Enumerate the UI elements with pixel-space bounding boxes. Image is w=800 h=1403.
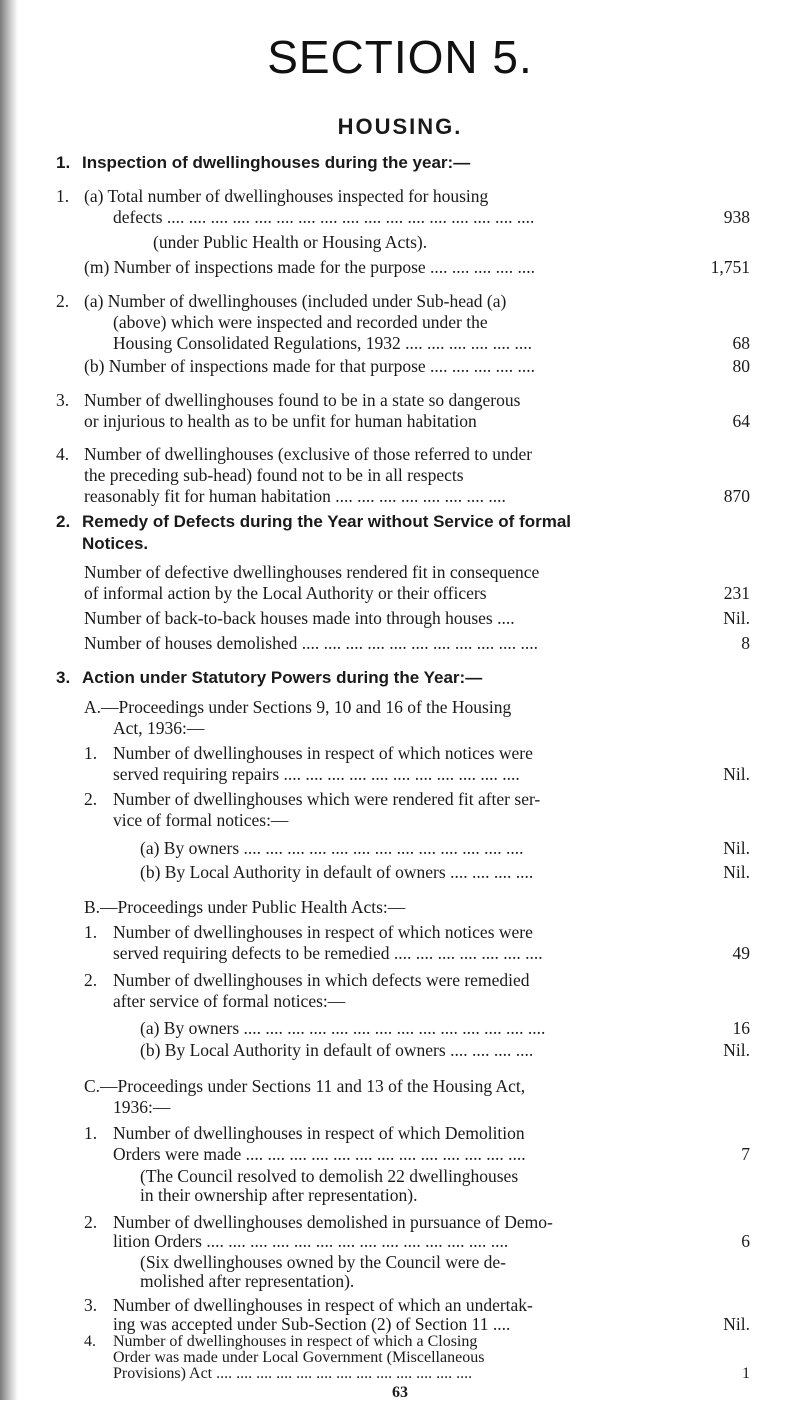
item-1a-line2: defects .... .... .... .... .... .... .... .... .... .... .... .... .... .... .... .... .... [113, 207, 535, 227]
part3-heading-text: Action under Statutory Powers during the Year:— [82, 668, 483, 687]
item-1m-value: 1,751 [710, 257, 750, 277]
b-item-2a-line: (a) By owners .... .... .... .... .... .... .... .... .... .... .... .... .... .... [140, 1018, 546, 1038]
c-item-3-number: 3. [84, 1295, 98, 1315]
page-number: 63 [392, 1384, 408, 1401]
item-2a-line2: (above) which were inspected and recorded under the [113, 312, 488, 332]
item-2-number: 2. [56, 291, 70, 311]
b-item-2-line1: Number of dwellinghouses in which defects were remedied [113, 970, 530, 990]
item-2a-value: 68 [732, 333, 750, 353]
item-4-line3: reasonably fit for human habitation .... .... .... .... .... .... .... .... [84, 486, 506, 506]
item-2a-line3: Housing Consolidated Regulations, 1932 .... .... .... .... .... .... [113, 333, 533, 353]
item-4-number: 4. [56, 444, 70, 464]
a-item-2a-line: (a) By owners .... .... .... .... .... .... .... .... .... .... .... .... .... [140, 838, 524, 858]
section-a-line1: A.—Proceedings under Sections 9, 10 and 16 of the Housing [84, 697, 512, 717]
b-item-2-number: 2. [84, 970, 98, 990]
c-item-4-value: 1 [742, 1365, 750, 1382]
c-item-4-line3: Provisions) Act .... .... .... .... .... .... .... .... .... .... .... .... .... [113, 1365, 473, 1382]
c-item-2-value: 6 [741, 1231, 750, 1251]
part1-number: 1. [56, 153, 71, 172]
c-item-4-line2: Order was made under Local Government (Miscellaneous [113, 1349, 485, 1366]
part2-number: 2. [56, 512, 71, 531]
b-item-2b-line: (b) By Local Authority in default of owners .... .... .... .... [140, 1040, 534, 1060]
page-subtitle: HOUSING. [337, 114, 463, 139]
item-4-value: 870 [723, 486, 750, 506]
b-item-1-line2: served requiring defects to be remedied .... .... .... .... .... .... .... [113, 943, 543, 963]
c-item-4-number: 4. [84, 1333, 96, 1350]
item-1m-line: (m) Number of inspections made for the purpose .... .... .... .... .... [84, 257, 536, 277]
b-item-1-number: 1. [84, 922, 98, 942]
c-item-2-note1: (Six dwellinghouses owned by the Council were de- [140, 1252, 506, 1272]
item-1a-line3: (under Public Health or Housing Acts). [153, 232, 428, 252]
c-item-2-note2: molished after representation). [140, 1271, 355, 1291]
b-item-2b-value: Nil. [723, 1040, 750, 1060]
c-item-2-line2: lition Orders .... .... .... .... .... .... .... .... .... .... .... .... .... .... [113, 1231, 509, 1251]
part2-heading-line1: Remedy of Defects during the Year without Service of formal [82, 512, 572, 531]
item-3-number: 3. [56, 390, 70, 410]
a-item-2a-value: Nil. [723, 838, 750, 858]
c-item-1-note2: in their ownership after representation). [140, 1185, 418, 1205]
c-item-3-value: Nil. [723, 1314, 750, 1334]
c-item-1-value: 7 [741, 1144, 750, 1164]
remedy-3-line: Number of houses demolished .... .... .... .... .... .... .... .... .... .... .... [84, 633, 538, 653]
section-c-line2: 1936:— [113, 1097, 171, 1117]
section-a-line2: Act, 1936:— [113, 718, 205, 738]
c-item-2-number: 2. [84, 1212, 98, 1232]
a-item-2-line1: Number of dwellinghouses which were rendered fit after ser- [113, 789, 541, 809]
b-item-1-line1: Number of dwellinghouses in respect of which notices were [113, 922, 533, 942]
remedy-3-value: 8 [741, 633, 750, 653]
a-item-1-line2: served requiring repairs .... .... .... .... .... .... .... .... .... .... .... [113, 764, 520, 784]
item-1a-value: 938 [723, 207, 750, 227]
remedy-2-line: Number of back-to-back houses made into through houses .... [84, 608, 515, 628]
a-item-1-number: 1. [84, 743, 98, 763]
c-item-4-line1: Number of dwellinghouses in respect of which a Closing [113, 1333, 478, 1350]
b-item-2a-value: 16 [732, 1018, 750, 1038]
a-item-2b-value: Nil. [723, 862, 750, 882]
c-item-3-line1: Number of dwellinghouses in respect of which an undertak- [113, 1295, 533, 1315]
item-1a-line1: (a) Total number of dwellinghouses inspected for housing [84, 186, 489, 206]
c-item-1-note1: (The Council resolved to demolish 22 dwellinghouses [140, 1166, 519, 1186]
remedy-1-value: 231 [723, 583, 750, 603]
a-item-2b-line: (b) By Local Authority in default of owners .... .... .... .... [140, 862, 534, 882]
a-item-1-value: Nil. [723, 764, 750, 784]
remedy-1-line1: Number of defective dwellinghouses rendered fit in consequence [84, 562, 540, 582]
c-item-1-line1: Number of dwellinghouses in respect of which Demolition [113, 1123, 525, 1143]
part1-heading-text: Inspection of dwellinghouses during the year:— [82, 153, 471, 172]
part3-number: 3. [56, 668, 71, 687]
item-1-number: 1. [56, 186, 70, 206]
item-3-value: 64 [732, 411, 750, 431]
b-item-2-line2: after service of formal notices:— [113, 991, 346, 1011]
c-item-1-number: 1. [84, 1123, 98, 1143]
item-4-line1: Number of dwellinghouses (exclusive of those referred to under [84, 444, 533, 464]
item-3-line2: or injurious to health as to be unfit for human habitation [84, 411, 477, 431]
item-2a-line1: (a) Number of dwellinghouses (included under Sub-head (a) [84, 291, 507, 311]
a-item-2-number: 2. [84, 789, 98, 809]
c-item-3-line2: ing was accepted under Sub-Section (2) of Section 11 .... [113, 1314, 511, 1334]
b-item-1-value: 49 [732, 943, 750, 963]
section-c-line1: C.—Proceedings under Sections 11 and 13 of the Housing Act, [84, 1076, 526, 1096]
item-2b-line: (b) Number of inspections made for that purpose .... .... .... .... .... [84, 356, 536, 376]
item-3-line1: Number of dwellinghouses found to be in a state so dangerous [84, 390, 521, 410]
a-item-2-line2: vice of formal notices:— [113, 810, 289, 830]
a-item-1-line1: Number of dwellinghouses in respect of which notices were [113, 743, 533, 763]
remedy-2-value: Nil. [723, 608, 750, 628]
section-b-line1: B.—Proceedings under Public Health Acts:— [84, 897, 406, 917]
section-title: SECTION 5. [267, 31, 533, 83]
c-item-2-line1: Number of dwellinghouses demolished in pursuance of Demo- [113, 1212, 553, 1232]
remedy-1-line2: of informal action by the Local Authority or their officers [84, 583, 487, 603]
item-4-line2: the preceding sub-head) found not to be in all respects [84, 465, 464, 485]
c-item-1-line2: Orders were made .... .... .... .... .... .... .... .... .... .... .... .... .... [113, 1144, 526, 1164]
part2-heading-line2: Notices. [82, 534, 149, 553]
item-2b-value: 80 [732, 356, 750, 376]
